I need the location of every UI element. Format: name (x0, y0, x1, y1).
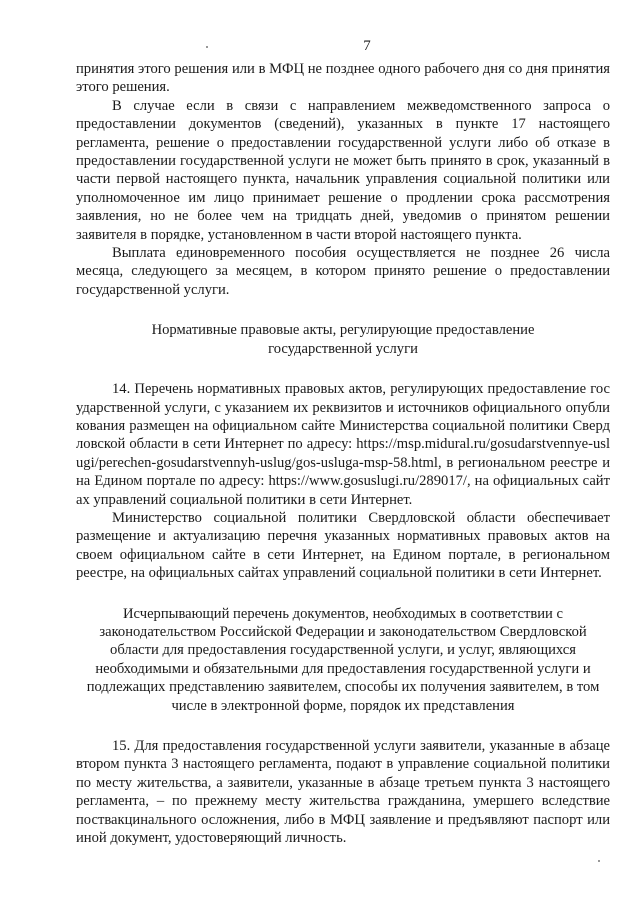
paragraph-15-application-submission: 15. Для предоставления государственной услуги заявители, указанные в абзаце втором пункта 3 настоящего регламента, подают в управление социальной политики по месту жительства, а заявители, указанные в абзаце третьем пункта 3 настоящего регламента, – по прежнему месту жительства гражданина, умершего вследствие поствакцинального осложнения, либо в МФЦ заявление и предъявляют паспорт или иной документ, удостоверяющий личность. (76, 738, 610, 847)
page-number: 7 (363, 38, 371, 54)
paragraph-deadline-extension: В случае если в связи с направлением межведомственного запроса о предоставлении документов (сведений), указанных в пункте 17 настоящего регламента, решение о предоставлении государственной услуги либо об отказе в предоставлении государственной услуги не может быть принято в срок, указанный в части первой настоящего пункта, начальник управления социальной политики или уполномоченное им лицо принимает решение о продлении срока рассмотрения заявления, но не более чем на тридцать дней, уведомив о принятом решении заявителя в порядке, установленном в части второй настоящего пункта. (76, 97, 610, 243)
paragraph-payment-deadline: Выплата единовременного пособия осуществляется не позднее 26 числа месяца, следующего за месяцем, в котором принято решение о предоставлении государственной услуги. (76, 245, 610, 298)
scan-speck (598, 860, 600, 862)
section-heading-documents-list (76, 605, 610, 715)
paragraph-14-legal-acts-list: 14. Перечень нормативных правовых актов, регулирующих предоставление государственной услуги, с указанием их реквизитов и источников официального опубликования размещен на официальном сайте Министерства социальной политики Свердловской области в сети Интернет по адресу: https://msp.midural.ru/gosudarstvennye-uslugi/perechen-gosudarstvennyh-uslug/gos-usluga-msp-58.html, в региональном реестре и на Едином портале по адресу: https://www.gosuslugi.ru/289017/, на официальных сайтах управлений социальной политики в сети Интернет. (76, 381, 610, 508)
heading-documents-list-text: Исчерпывающий перечень документов, необходимых в соответствии с законодательством Российской Федерации и законодательством Свердловской области для предоставления государственной услуги, и услуг, являющихся необходимыми и обязательными для предоставления государственной услуги и подлежащих представлению заявителем, способы их получения заявителем, в том числе в электронной форме, порядок их представления (86, 605, 600, 714)
paragraph-decision-continuation: принятия этого решения или в МФЦ не позднее одного рабочего дня со дня принятия этого решения. (76, 61, 610, 96)
scan-speck (206, 46, 208, 48)
paragraph-ministry-publication: Министерство социальной политики Свердловской области обеспечивает размещение и актуализацию перечня указанных нормативных правовых актов на своем официальном сайте в сети Интернет, на Едином портале, в региональном реестре, на официальных сайтах управлений социальной политики в сети Интернет. (76, 509, 610, 582)
section-heading-legal-acts (76, 321, 610, 358)
heading-legal-acts-text: Нормативные правовые акты, регулирующие предоставление государственной услуги (151, 322, 535, 357)
